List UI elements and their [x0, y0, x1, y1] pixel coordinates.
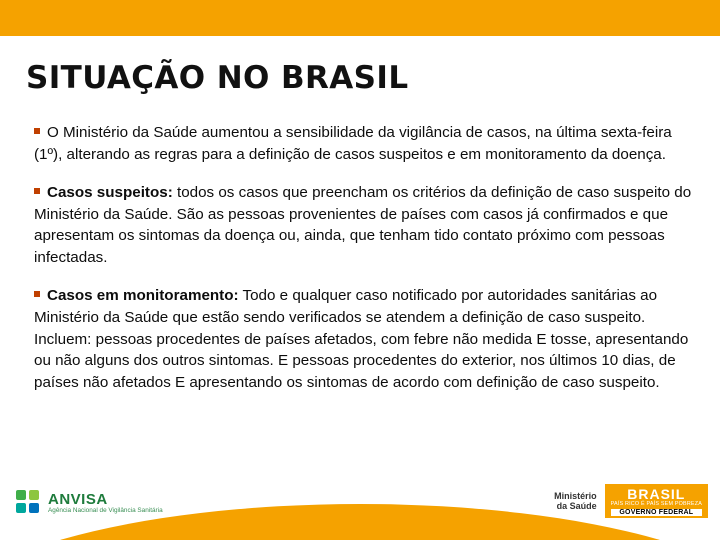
- square-bullet-icon: [34, 291, 40, 297]
- bullet-paragraph: [34, 122, 692, 165]
- slide-body: [34, 122, 692, 410]
- anvisa-subtitle: Agência Nacional de Vigilância Sanitária: [48, 506, 163, 514]
- top-accent-band: [0, 0, 720, 36]
- bullet-paragraph: [34, 182, 692, 268]
- paragraph-text: O Ministério da Saúde aumentou a sensibilidade da vigilância de casos, na última sexta-feira (1º), alterando as regras para a definição de casos suspeitos e em monitoramento da doença.: [34, 124, 672, 163]
- bullet-paragraph: [34, 285, 692, 393]
- paragraph-lead: Casos suspeitos:: [47, 184, 173, 202]
- ministry-label: [554, 491, 597, 512]
- government-logo: [554, 484, 708, 518]
- brasil-tagline: PAÍS RICO É PAÍS SEM POBREZA: [610, 500, 702, 507]
- square-bullet-icon: [34, 188, 40, 194]
- brasil-brand-box: [605, 484, 708, 518]
- ministry-line1: Ministério: [554, 490, 597, 501]
- paragraph-lead: Casos em monitoramento:: [47, 287, 239, 305]
- paragraph-text: todos os casos que preencham os critérios da definição de caso suspeito do Ministério da Saúde. São as pessoas provenientes de países com casos já confirmados e que apresentam os sintomas da doença ou, ainda, que tenham tido contato próximo com pessoas infectadas.: [34, 184, 692, 266]
- page-title: SITUAÇÃO NO BRASIL: [26, 60, 409, 96]
- brasil-federal-government: GOVERNO FEDERAL: [611, 509, 702, 516]
- anvisa-logo: [16, 490, 163, 516]
- paragraph-text: Todo e qualquer caso notificado por autoridades sanitárias ao Ministério da Saúde que estão sendo verificados se atendem a definição de caso suspeito. Incluem: pessoas procedentes de países afetados, com febre não medida E tosse, apresentando ou não alguns dos outros sintomas. E pessoas procedentes do exterior, nos últimos 10 dias, de países não afetados E apresentando os sintomas de acordo com definição de caso suspeito.: [34, 287, 689, 391]
- brasil-word: BRASIL: [627, 486, 686, 503]
- anvisa-four-square-icon: [16, 490, 42, 516]
- ministry-line2: da Saúde: [556, 501, 597, 512]
- anvisa-name: ANVISA: [48, 490, 108, 508]
- square-bullet-icon: [34, 128, 40, 134]
